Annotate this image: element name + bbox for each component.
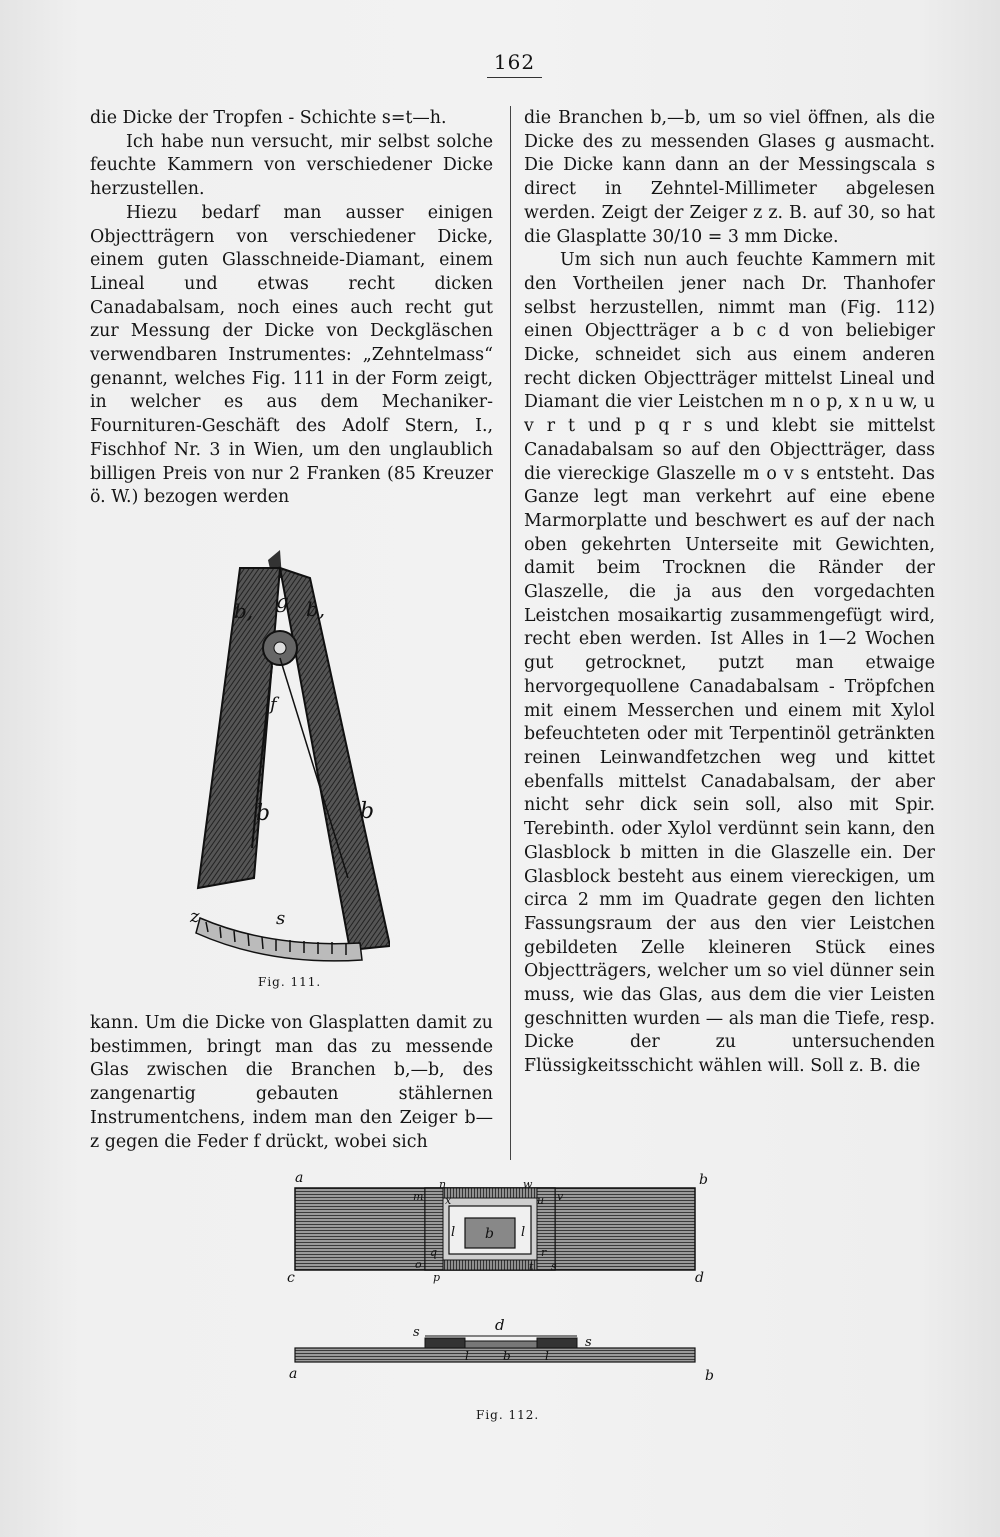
fig112-label-p: p [433, 1271, 441, 1284]
fig112-label-w: w [523, 1178, 533, 1191]
left-column-bottom [90, 1012, 493, 1154]
label-b-right: b, [306, 597, 326, 621]
fig112-label-o: o [415, 1258, 422, 1271]
column-divider [510, 106, 511, 1160]
right-paragraph-2: Um sich nun auch feuchte Kammern mit den Vortheilen jener nach Dr. Thanhofer selbst herzustellen, nimmt man (Fig. 112) einen Objectträger a b c d von beliebiger Dicke, schneidet sich aus einem anderen recht dicken Objectträger mittelst Lineal und Diamant die vier Leistchen m n o p, x n u w, u v r t und p q r s und klebt sie mittelst Canadabalsam so auf den Objectträger, dass die viereckige Glaszelle m o v s entsteht. Das Ganze legt man verkehrt auf eine ebene Marmorplatte und beschwert es auf der nach oben gekehrten Unterseite mit Gewichten, damit beim Trocknen die Ränder der Glaszelle, die ja aus den vorgedachten Leistchen mosaikartig zusammengefügt wird, recht eben werden. Ist Alles in 1—2 Wochen gut getrocknet, putzt man etwaige hervorgequollene Canadabalsam - Tröpfchen mit einem Messerchen und einem mit Xylol befeuchteten oder mit Terpentinöl getränkten reinen Leinwandfetzchen weg und kittet ebenfalls mittelst Canadabalsam, der aber nicht sehr dick sein soll, also mit Spir. Terebinth. oder Xylol verdünnt sein kann, den Glasblock b mitten in die Glaszelle ein. Der Glasblock besteht aus einem viereckigen, um circa 2 mm im Quadrate gegen den lichten Fassungsraum der aus den vier Leistchen gebildeten Zelle kleineren Stück eines Objectträgers, welcher um so viel dünner sein muss, wie das Glas, aus dem die vier Leisten geschnitten wurden — als man die Tiefe, resp. Dicke der zu untersuchenden Flüssigkeitsschicht wählen will. Soll z. B. die [524, 250, 935, 1077]
fig112-label-b: b [699, 1172, 708, 1188]
fig112-label-a: a [295, 1170, 304, 1186]
page-number: 162 [493, 50, 536, 74]
right-paragraph-1: die Branchen b,—b, um so viel öffnen, als die Dicke des zu messenden Glases g ausmacht. Die Dicke kann dann an der Messingscala s direct in Zehntel-Millimeter abgelesen werden. Zeigt der Zeiger z z. B. auf 30, so hat die Glasplatte 30/10 = 3 mm Dicke. [524, 108, 935, 247]
gauge-right-leg [280, 568, 390, 950]
fig112-sec-b2: b [705, 1368, 714, 1384]
left-paragraph-1: die Dicke der Tropfen - Schichte s=t—h. [90, 108, 447, 128]
label-b-left: b, [234, 599, 254, 623]
fig112-label-v: v [557, 1190, 564, 1203]
section-strip-right [537, 1338, 577, 1348]
left-column-top [90, 107, 493, 510]
fig112-label-l2: l [521, 1225, 526, 1240]
fig112-label-m: m [413, 1190, 424, 1203]
fig112-label-n: n [439, 1178, 447, 1191]
fig112-label-c: c [287, 1270, 295, 1286]
fig112-sec-d: d [495, 1316, 505, 1334]
left-paragraph-2: Ich habe nun versucht, mir selbst solche feuchte Kammern von verschiedener Dicke herzustellen. [90, 131, 493, 200]
slide-section [295, 1348, 695, 1362]
label-g: g [276, 589, 289, 613]
label-z: z [190, 906, 200, 927]
fig112-sec-b: b [503, 1349, 511, 1363]
fig112-sec-l1: l [465, 1349, 469, 1363]
label-b-leg-left: b [256, 801, 271, 826]
fig112-sec-l2: l [545, 1349, 549, 1363]
label-s: s [276, 908, 286, 929]
left-paragraph-4: kann. Um die Dicke von Glasplatten damit zu bestimmen, bringt man das zu messende Glas zwischen die Branchen b,—b, des zangenartig gebauten stählernen Instrumentchens, indem man den Zeiger b—z gegen die Feder f drückt, wobei sich [90, 1013, 493, 1152]
fig112-label-s: s [551, 1260, 557, 1273]
fig112-sec-s2: s [585, 1335, 592, 1350]
label-b-leg-right: b [360, 799, 375, 824]
section-glass-block [465, 1341, 537, 1348]
fig112-label-l1: l [451, 1225, 456, 1240]
page-number-rule [487, 77, 542, 78]
fig112-label-block: b [485, 1226, 494, 1242]
figure-111-caption: Fig. 111. [258, 975, 322, 989]
figure-112-caption: Fig. 112. [476, 1408, 540, 1422]
fig112-label-r: r [541, 1246, 547, 1259]
fig112-label-u: u [537, 1194, 545, 1207]
fig112-label-d: d [695, 1270, 704, 1286]
left-paragraph-3: Hiezu bedarf man ausser einigen Objectträgern von verschiedener Dicke, einem guten Glasschneide-Diamant, einem Lineal und etwas recht dicken Canadabalsam, noch eines auch recht gut zur Messung der Dicke von Deckgläschen verwendbaren Instrumentes: „Zehntelmass“ genannt, welches Fig. 111 in der Form zeigt, in welcher es aus dem Mechaniker-Fournituren-Geschäft des Adolf Stern, I., Fischhof Nr. 3 in Wien, um den unglaublich billigen Preis von nur 2 Franken (85 Kreuzer ö. W.) bezogen werden [90, 202, 493, 508]
fig112-sec-s1: s [413, 1325, 420, 1340]
fig112-label-x: x [445, 1194, 452, 1207]
fig112-sec-a: a [289, 1366, 298, 1382]
fig112-label-t: t [529, 1260, 534, 1273]
label-f: f [270, 694, 277, 715]
figure-112-chamber [285, 1170, 725, 1410]
section-strip-left [425, 1338, 465, 1348]
figure-111-gauge [180, 548, 390, 968]
right-column [524, 107, 935, 1079]
fig112-label-q: q [430, 1246, 438, 1259]
